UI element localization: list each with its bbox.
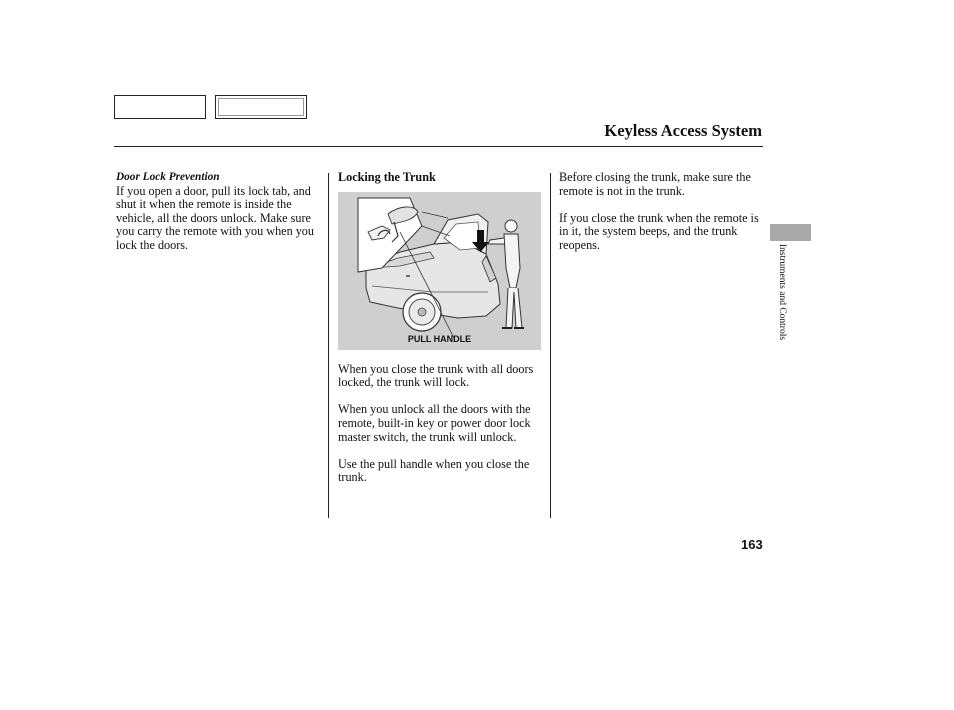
nav-button-next[interactable] <box>215 95 307 119</box>
page-title: Keyless Access System <box>604 121 762 140</box>
section-label: Instruments and Controls <box>777 244 787 341</box>
trunk-car-illustration <box>338 192 541 350</box>
page-number: 163 <box>741 537 763 552</box>
locking-trunk-paragraph-2: When you unlock all the doors with the remote, built-in key or power door lock master switch, the trunk will unlock. <box>338 402 531 444</box>
column-divider-1 <box>328 173 329 518</box>
pull-handle-callout: PULL HANDLE <box>407 334 472 344</box>
column-divider-2 <box>550 173 551 518</box>
section-tab[interactable] <box>770 224 811 241</box>
left-column <box>116 171 321 266</box>
trunk-illustration <box>338 192 541 350</box>
trunk-remote-warning-1: Before closing the trunk, make sure the remote is not in the trunk. <box>559 170 751 198</box>
title-divider <box>114 146 763 147</box>
trunk-remote-warning-2: If you close the trunk when the remote is in it, the system beeps, and the trunk reopens. <box>559 210 759 252</box>
door-lock-prevention-heading: Door Lock Prevention <box>116 171 220 183</box>
locking-trunk-heading: Locking the Trunk <box>338 170 436 184</box>
locking-trunk-paragraph-1: When you close the trunk with all doors locked, the trunk will lock. <box>338 361 534 390</box>
door-lock-prevention-text: If you open a door, pull its lock tab, and shut it when the remote is inside the vehicle, all the doors unlock. Make sure you carry the remote with you when you lock the doors. <box>116 183 314 252</box>
locking-trunk-paragraph-3: Use the pull handle when you close the trunk. <box>338 456 530 485</box>
right-column <box>559 171 765 266</box>
nav-button-previous[interactable] <box>114 95 206 119</box>
middle-column <box>338 171 543 499</box>
